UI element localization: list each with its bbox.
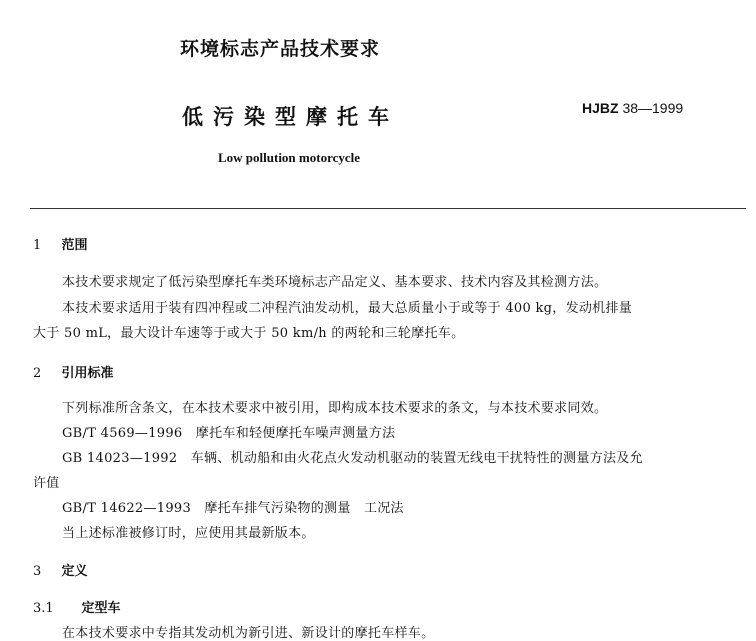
section-number: 2	[33, 366, 42, 381]
section-title: 定义	[61, 564, 88, 579]
header-divider	[30, 208, 746, 209]
section-3-heading	[33, 560, 88, 579]
section-title: 引用标准	[61, 366, 114, 381]
section-number: 1	[33, 238, 42, 253]
reference-item: GB/T 14622—1993 摩托车排气污染物的测量 工况法	[62, 501, 404, 516]
subsection-title: 定型车	[81, 601, 121, 616]
section-1-heading	[33, 234, 88, 253]
reference-item-continued: 许值	[33, 476, 60, 491]
paragraph-continued: 大于 50 mL，最大设计车速等于或大于 50 km/h 的两轮和三轮摩托车。	[33, 326, 465, 341]
reference-item: GB 14023—1992 车辆、机动船和由火花点火发动机驱动的装置无线电干扰特性的测量方法及允	[62, 451, 643, 466]
paragraph: 下列标准所含条文，在本技术要求中被引用，即构成本技术要求的条文，与本技术要求同效。	[62, 401, 608, 416]
paragraph: 当上述标准被修订时，应使用其最新版本。	[62, 526, 315, 541]
standard-code: 38—1999	[622, 100, 684, 116]
section-title: 范围	[61, 238, 88, 253]
paragraph: 本技术要求规定了低污染型摩托车类环境标志产品定义、基本要求、技术内容及其检测方法。	[62, 275, 608, 290]
subsection-number: 3.1	[33, 601, 54, 616]
paragraph: 在本技术要求中专指其发动机为新引进、新设计的摩托车样车。	[62, 626, 435, 641]
english-title: Low pollution motorcycle	[218, 150, 361, 165]
standard-prefix: HJBZ	[582, 100, 619, 116]
standard-number	[582, 100, 683, 116]
product-category-heading: 环境标志产品技术要求	[180, 38, 381, 60]
section-number: 3	[33, 564, 42, 579]
paragraph: 本技术要求适用于装有四冲程或二冲程汽油发动机，最大总质量小于或等于 400 kg，发动机排量	[62, 301, 633, 316]
reference-item: GB/T 4569—1996 摩托车和轻便摩托车噪声测量方法	[62, 426, 396, 441]
document-title: 低污染型摩托车	[182, 105, 399, 129]
subsection-3-1-heading	[33, 597, 121, 616]
section-2-heading	[33, 362, 114, 381]
